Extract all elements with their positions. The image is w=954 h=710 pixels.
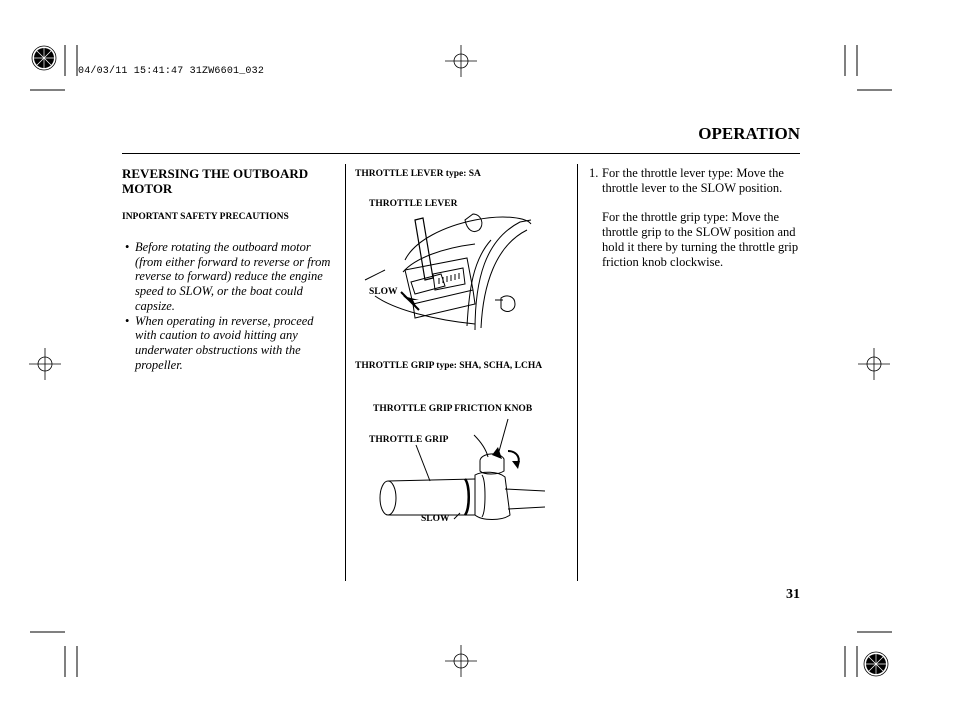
throttle-lever-illustration — [355, 200, 535, 340]
lever-label-throttle-lever: THROTTLE LEVER — [369, 199, 458, 209]
lever-figure-title: THROTTLE LEVER type: SA — [355, 169, 481, 179]
grip-instruction-text: For the throttle grip type: Move the throttle grip to the SLOW position and hold it there by turning the throttle grip friction knob clockwise. — [602, 210, 799, 269]
registration-crosshair-top — [445, 45, 477, 77]
registration-crosshair-right — [858, 348, 890, 380]
bullet-symbol: • — [125, 313, 130, 328]
grip-figure-title: THROTTLE GRIP type: SHA, SCHA, LCHA — [355, 361, 543, 371]
step-number: 1. — [589, 166, 599, 180]
registration-crosshair-bottom — [445, 645, 477, 677]
safety-bullet-item — [122, 314, 337, 373]
starburst-target-bottom-right — [864, 652, 888, 676]
bullet-symbol: • — [125, 240, 130, 254]
safety-subheading: INPORTANT SAFETY PRECAUTIONS — [122, 212, 289, 222]
column-divider-1 — [345, 164, 346, 581]
section-title: OPERATION — [698, 124, 800, 143]
starburst-target-top-left — [32, 46, 56, 70]
column-divider-2 — [577, 164, 578, 581]
page-number: 31 — [786, 587, 800, 602]
print-code: 04/03/11 15:41:47 31ZW6601_032 — [78, 66, 265, 77]
throttle-grip-illustration — [370, 415, 545, 525]
section-heading: REVERSING THE OUTBOARD MOTOR — [122, 166, 309, 196]
safety-bullet-item — [122, 240, 337, 314]
instruction-step — [589, 166, 799, 270]
lever-instruction-text: For the throttle lever type: Move the throttle lever to the SLOW position. — [602, 166, 784, 195]
registration-crosshair-left — [29, 348, 61, 380]
grip-label-throttle-grip: THROTTLE GRIP — [369, 435, 449, 445]
safety-bullet-text: When operating in reverse, proceed with caution to avoid hitting any underwater obstructions with the propeller. — [135, 313, 314, 372]
safety-bullet-list — [122, 240, 337, 372]
grip-label-friction-knob: THROTTLE GRIP FRICTION KNOB — [373, 404, 533, 414]
instructions — [589, 166, 799, 270]
safety-bullet-text: Before rotating the outboard motor (from either forward to reverse or from reverse to forward) reduce the engine speed to SLOW, or the boat could capsize. — [135, 240, 331, 313]
header-rule — [122, 153, 800, 154]
lever-label-slow: SLOW — [369, 287, 398, 297]
grip-label-slow: SLOW — [421, 514, 450, 524]
